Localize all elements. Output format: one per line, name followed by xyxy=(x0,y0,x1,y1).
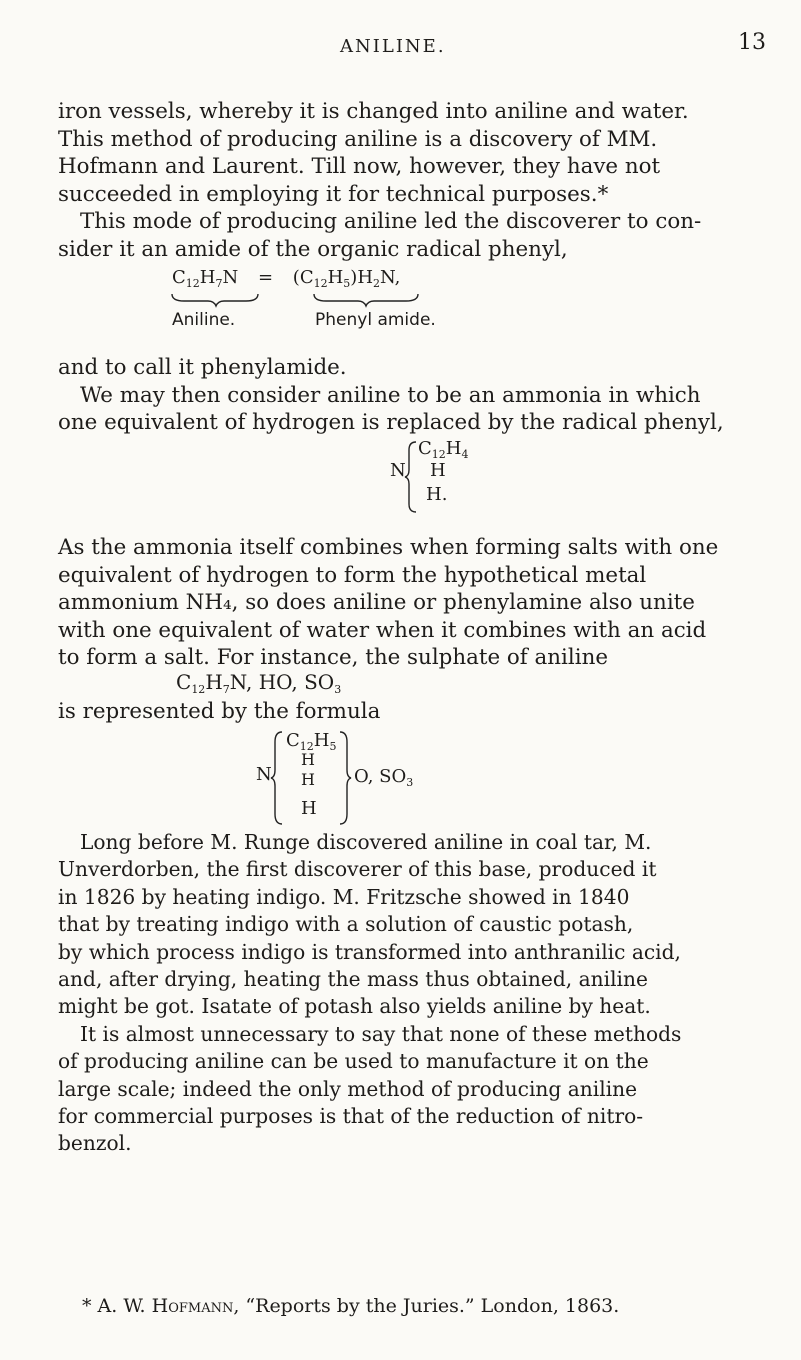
formula-subscript: 3 xyxy=(406,776,414,789)
text-line: This mode of producing aniline led the discoverer to con- xyxy=(80,209,702,235)
formula-text: C xyxy=(286,730,300,751)
underbraces xyxy=(170,292,430,308)
text-line: Unverdorben, the first discoverer of this base, produced it xyxy=(58,857,657,882)
formula-row xyxy=(418,438,468,459)
label-phenyl-amide: Phenyl amide. xyxy=(315,310,436,330)
text-line: ammonium NH₄, so does aniline or phenylamine also unite xyxy=(58,590,695,616)
formula-text: N xyxy=(222,267,239,288)
text-line: and, after drying, heating the mass thus obtained, aniline xyxy=(58,967,648,992)
text-line: large scale; indeed the only method of producing aniline xyxy=(58,1076,638,1101)
formula-row: H xyxy=(430,460,446,481)
right-brace xyxy=(338,730,352,826)
page-number: 13 xyxy=(738,30,766,55)
formula-aniline-phenyl-amide xyxy=(172,267,400,288)
footnote-mark: * xyxy=(82,1295,92,1317)
formula-text: N, xyxy=(380,267,401,288)
text-line: might be got. Isatate of potash also yields aniline by heat. xyxy=(58,994,651,1019)
formula-text: H xyxy=(313,730,330,751)
running-head: ANILINE. xyxy=(340,36,446,57)
text-line: with one equivalent of water when it combines with an acid xyxy=(58,617,707,643)
page-header xyxy=(0,20,801,60)
formula-subscript: 12 xyxy=(313,277,328,290)
formula-row xyxy=(286,730,336,751)
formula-sulphate xyxy=(176,670,341,694)
paragraph-1 xyxy=(58,98,758,264)
formula-row xyxy=(354,766,413,787)
formula-subscript: 3 xyxy=(334,683,342,696)
formula-row: H xyxy=(301,750,315,769)
text-line: is represented by the formula xyxy=(58,699,381,724)
text-line: by which process indigo is transformed into anthranilic acid, xyxy=(58,939,681,964)
text-line: of producing aniline can be used to manufacture it on the xyxy=(58,1049,649,1074)
formula-subscript: 12 xyxy=(431,448,446,461)
formula-subscript: 7 xyxy=(215,277,223,290)
formula-row: H xyxy=(301,770,315,789)
text-line: equivalent of hydrogen to form the hypothetical metal xyxy=(58,562,647,588)
text-line: for commercial purposes is that of the reduction of nitro- xyxy=(58,1104,644,1129)
formula-subscript: 2 xyxy=(373,277,381,290)
text-line: As the ammonia itself combines when forming salts with one xyxy=(58,535,719,560)
footnote-author: A. W. Hofmann, xyxy=(97,1295,240,1317)
formula-subscript: 12 xyxy=(185,277,200,290)
formula-subscript: 5 xyxy=(343,277,351,290)
formula-text: C xyxy=(418,438,432,459)
left-brace xyxy=(270,730,284,826)
formula-subscript: 5 xyxy=(329,740,337,753)
text-line: and to call it phenylamide. xyxy=(58,355,347,380)
formula-subscript: 7 xyxy=(222,683,230,696)
formula-text: O, SO xyxy=(354,766,407,787)
formula-subscript: 4 xyxy=(461,448,469,461)
formula-subscript: 12 xyxy=(191,683,206,696)
text-line: sider it an amide of the organic radical phenyl, xyxy=(58,236,568,262)
text-line: benzol. xyxy=(58,1131,132,1156)
text-line: Long before M. Runge discovered aniline in coal tar, M. xyxy=(80,830,652,854)
text-line: to form a salt. For instance, the sulphate of aniline xyxy=(58,645,609,671)
text-line: that by treating indigo with a solution of caustic potash, xyxy=(58,912,634,937)
formula-text: H xyxy=(327,267,344,288)
formula-text: )H xyxy=(350,267,374,288)
formula-n: N xyxy=(390,460,406,481)
formula-text: H xyxy=(205,670,223,694)
text-line: in 1826 by heating indigo. M. Fritzsche showed in 1840 xyxy=(58,884,630,909)
formula-equals: = xyxy=(257,267,274,288)
paragraph-5 xyxy=(58,829,758,1158)
formula-text: (C xyxy=(292,267,314,288)
formula-n: N xyxy=(256,764,272,785)
paragraph-3 xyxy=(58,534,758,672)
formula-text: H xyxy=(199,267,216,288)
left-brace xyxy=(404,440,418,514)
text-line: We may then consider aniline to be an ammonia in which xyxy=(80,382,701,408)
formula-text: C xyxy=(172,267,186,288)
text-line: one equivalent of hydrogen is replaced by the radical phenyl, xyxy=(58,410,724,436)
label-aniline: Aniline. xyxy=(172,310,236,330)
formula-text: N, HO, SO xyxy=(229,670,335,694)
paragraph-2 xyxy=(58,354,758,437)
text-line: iron vessels, whereby it is changed into aniline and water. xyxy=(58,99,689,124)
footnote xyxy=(82,1295,619,1317)
text-line: This method of producing aniline is a discovery of MM. xyxy=(58,126,658,152)
formula-text: C xyxy=(176,670,192,694)
formula-text: H xyxy=(445,438,462,459)
text-line: It is almost unnecessary to say that none of these methods xyxy=(80,1021,682,1046)
footnote-text: “Reports by the Juries.” London, 1863. xyxy=(245,1295,620,1317)
text-line: succeeded in employing it for technical purposes.* xyxy=(58,181,609,207)
text-line: Hofmann and Laurent. Till now, however, they have not xyxy=(58,154,661,180)
formula-row: H. xyxy=(426,484,448,505)
paragraph-4 xyxy=(58,698,758,726)
formula-row: H xyxy=(301,798,317,819)
formula-subscript: 12 xyxy=(299,740,314,753)
